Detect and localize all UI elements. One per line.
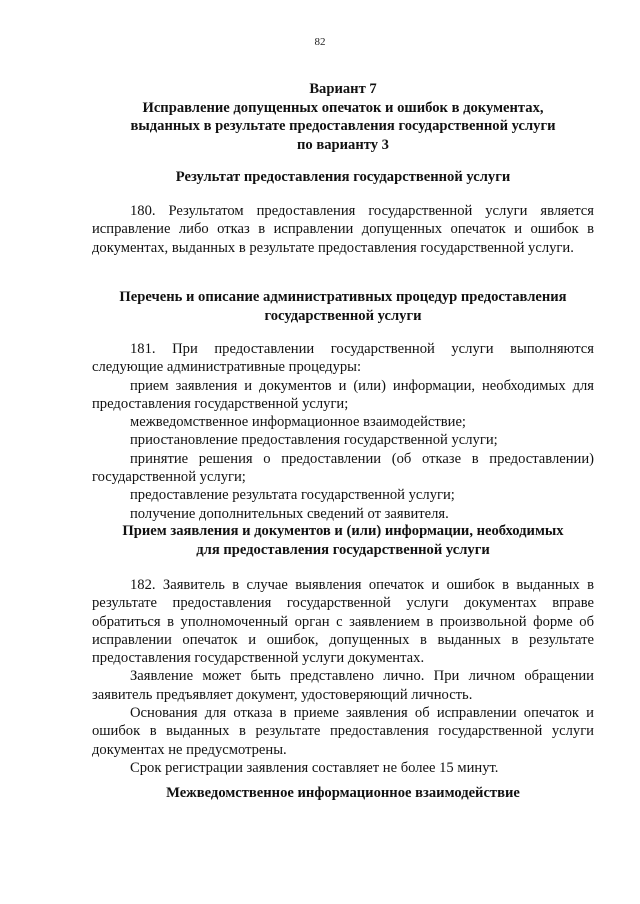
title-line: Исправление допущенных опечаток и ошибок в документах, <box>142 99 544 116</box>
section-procedures-body <box>92 340 594 523</box>
heading-line: для предоставления государственной услуги <box>196 541 490 558</box>
list-item: прием заявления и документов и (или) информации, необходимых для предоставления государственной услуги; <box>92 377 594 412</box>
heading-line: государственной услуги <box>264 307 422 324</box>
paragraph-181: 181. При предоставлении государственной услуги выполняются следующие административные процедуры: <box>92 341 594 376</box>
section-application-body <box>92 576 594 777</box>
paragraph-182: 182. Заявитель в случае выявления опечаток и ошибок в выданных в результате предоставления государственной услуги документах вправе обратиться в уполномоченный орган с заявлением в произвольной форме об исправлении опечаток и ошибок, допущенных в выданных в результате предоставления государственной услуги документах. <box>92 577 594 667</box>
heading-line: Прием заявления и документов и (или) информации, необходимых <box>122 523 564 539</box>
section-heading-result: Результат предоставления государственной услуги <box>175 169 511 185</box>
title-line: по варианту 3 <box>297 136 389 153</box>
list-item: приостановление предоставления государственной услуги; <box>130 432 498 449</box>
paragraph: Основания для отказа в приеме заявления об исправлении опечаток и ошибок в выданных в результате предоставления государственной услуги документах не предусмотрены. <box>92 705 594 758</box>
paragraph-180: 180. Результатом предоставления государственной услуги является исправление либо отказ в исправлении допущенных опечаток и ошибок в документах, выданных в результате предоставления государственной услуги. <box>92 203 594 256</box>
list-item: предоставление результата государственной услуги; <box>130 487 455 504</box>
title-variant: Вариант 7 <box>309 81 377 97</box>
paragraph: Срок регистрации заявления составляет не более 15 минут. <box>130 759 499 776</box>
heading-line: Перечень и описание административных процедур предоставления <box>119 289 567 305</box>
section-result-body <box>92 202 594 257</box>
section-heading-application <box>92 522 594 559</box>
list-item: межведомственное информационное взаимодействие; <box>130 414 466 431</box>
paragraph: Заявление может быть представлено лично. При личном обращении заявитель предъявляет документ, удостоверяющий личность. <box>92 668 594 703</box>
list-item: принятие решения о предоставлении (об отказе в предоставлении) государственной услуги; <box>92 450 594 486</box>
title-line: выданных в результате предоставления государственной услуги <box>130 118 556 134</box>
document-title <box>92 80 594 154</box>
section-heading-procedures <box>92 288 594 325</box>
list-item: получение дополнительных сведений от заявителя. <box>130 505 449 522</box>
section-heading-interagency: Межведомственное информационное взаимодействие <box>166 785 520 801</box>
page-number: 82 <box>314 36 326 48</box>
